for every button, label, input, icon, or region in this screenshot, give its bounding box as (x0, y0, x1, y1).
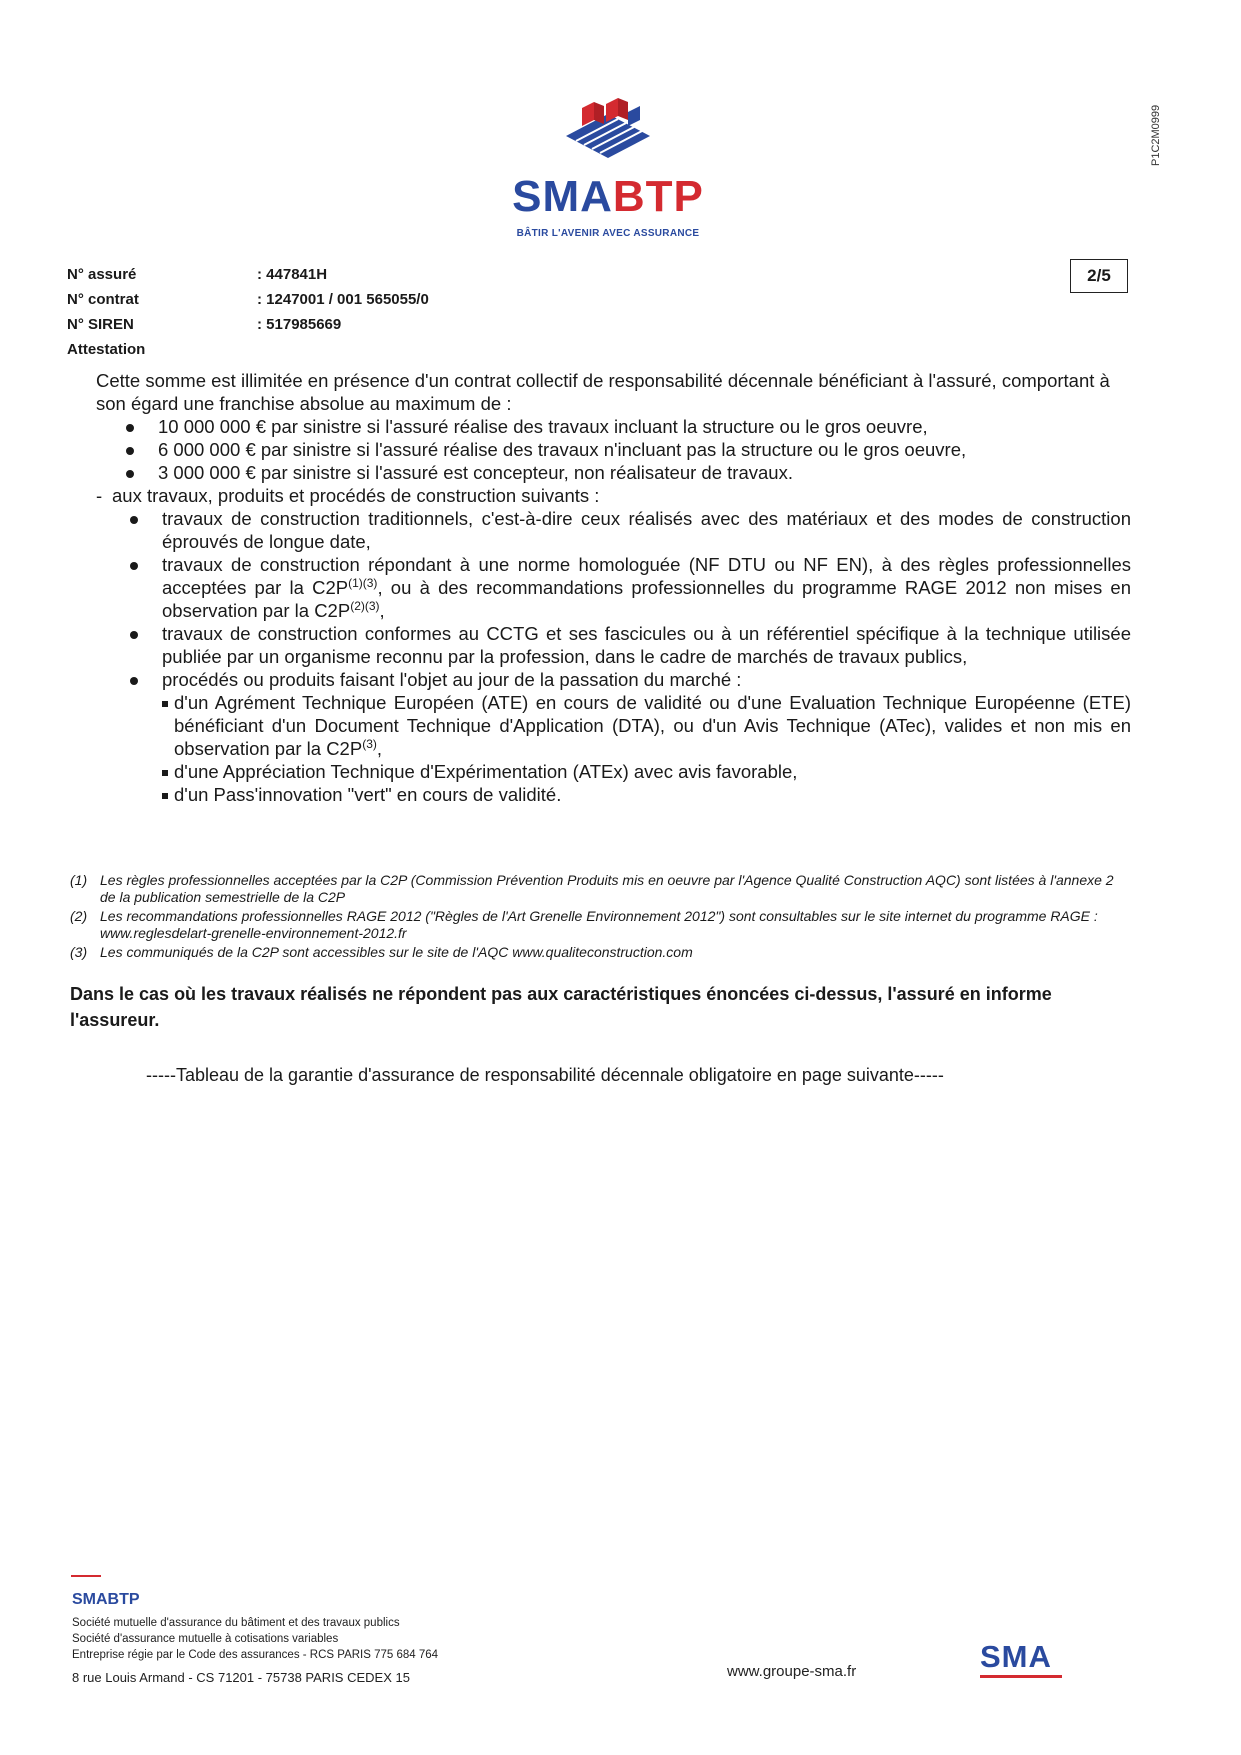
meta-row-contract (67, 291, 557, 316)
procedures-subitem-ate-end: , (376, 738, 383, 759)
sma-logo-text: SMA (980, 1639, 1052, 1674)
footer-line: Entreprise régie par le Code des assurances - RCS PARIS 775 684 764 (72, 1649, 439, 1661)
works-list (96, 507, 1131, 806)
meta-row-attestation (67, 341, 557, 366)
footnote-number: (1) (70, 872, 88, 888)
footnote-text: Les communiqués de la C2P sont accessibles sur le site de l'AQC www.qualiteconstruction.com (100, 944, 693, 960)
works-intro-line (96, 484, 1131, 507)
works-item-cctg: travaux de construction conformes au CCTG et ses fascicules ou à un référentiel spécifique à la technique utilisée publiée par un organisme reconnu par la profession, dans le cadre de marchés de travaux publics, (96, 622, 1131, 668)
meta-value: : 517985669 (257, 316, 342, 333)
footnote-number: (2) (70, 908, 88, 924)
footnote-text: Les recommandations professionnelles RAGE 2012 ("Règles de l'Art Grenelle Environnement 2012") sont consultables sur le site internet du programme RAGE : www.reglesdelart-grenelle-environnement-2012.fr (100, 908, 1098, 941)
footnote (70, 872, 1132, 906)
meta-label: N° SIREN (67, 316, 134, 333)
footer-website: www.groupe-sma.fr (727, 1663, 857, 1680)
footnotes (70, 872, 1132, 963)
works-item-norms-text-b: , ou à des recommandations professionnelles du programme RAGE 2012 non mises en observation par la C2P (162, 577, 1131, 621)
procedures-subitem-ate (162, 691, 1131, 760)
footer-accent-bar (71, 1575, 101, 1577)
attestation-body (96, 369, 1131, 806)
page-indicator: 2/5 (1070, 259, 1128, 293)
procedures-sublist (162, 691, 1131, 806)
meta-row-siren (67, 316, 557, 341)
franchise-item: 3 000 000 € par sinistre si l'assuré est concepteur, non réalisateur de travaux. (96, 461, 1131, 484)
footnote-ref: (1)(3) (348, 576, 378, 590)
next-page-note: -----Tableau de la garantie d'assurance de responsabilité décennale obligatoire en page suivante----- (146, 1065, 944, 1085)
footer-line: Société d'assurance mutuelle à cotisations variables (72, 1633, 339, 1645)
meta-value: : 447841H (257, 266, 328, 283)
logo-wordmark-sma: SMA (512, 172, 613, 221)
logo-wordmark-btp: BTP (612, 172, 704, 221)
works-item-procedures (96, 668, 1131, 806)
sma-logo (980, 1640, 1066, 1678)
franchise-item: 10 000 000 € par sinistre si l'assuré réalise des travaux incluant la structure ou le gros oeuvre, (96, 415, 1131, 438)
footnote (70, 944, 1132, 961)
logo-wordmark (478, 172, 738, 222)
procedures-subitem-ate-text: d'un Agrément Technique Européen (ATE) en cours de validité ou d'une Evaluation Technique Européenne (ETE) bénéficiant d'un Document Technique d'Application (DTA), ou d'un Avis Technique (ATec), valides et non mis en observation par la C2P (174, 692, 1131, 759)
meta-label: N° contrat (67, 291, 139, 308)
meta-label: Attestation (67, 341, 146, 358)
franchise-list (96, 415, 1131, 484)
franchise-item: 6 000 000 € par sinistre si l'assuré réalise des travaux n'incluant pas la structure ou le gros oeuvre, (96, 438, 1131, 461)
footnote-number: (3) (70, 944, 88, 960)
footnote (70, 908, 1132, 942)
footer-address: 8 rue Louis Armand - CS 71201 - 75738 PARIS CEDEX 15 (72, 1670, 410, 1685)
franchise-intro: Cette somme est illimitée en présence d'un contrat collectif de responsabilité décennale bénéficiant à l'assuré, comportant à son égard une franchise absolue au maximum de : (96, 370, 1110, 414)
footnote-ref: (2)(3) (350, 599, 380, 613)
works-item-procedures-text: procédés ou produits faisant l'objet au jour de la passation du marché : (162, 669, 742, 690)
building-blocks-icon (548, 96, 668, 166)
footnote-text: Les règles professionnelles acceptées par la C2P (Commission Prévention Produits mis en oeuvre par l'Agence Qualité Construction AQC) sont listées à l'annexe 2 de la publication semestrielle de la C2P (100, 872, 1114, 905)
document-side-code: P1C2M0999 (1150, 104, 1162, 166)
insured-info-block (67, 266, 557, 366)
works-item-norms-text-c: , (379, 600, 385, 621)
smabtp-logo (478, 96, 738, 246)
works-item-norms (96, 553, 1131, 622)
meta-row-insured (67, 266, 557, 291)
procedures-subitem-atex: d'une Appréciation Technique d'Expérimentation (ATEx) avec avis favorable, (162, 760, 1131, 783)
sma-logo-underline (980, 1675, 1062, 1678)
procedures-subitem-passinnovation: d'un Pass'innovation "vert" en cours de validité. (162, 783, 1131, 806)
works-intro: aux travaux, produits et procédés de construction suivants : (112, 485, 600, 506)
meta-label: N° assuré (67, 266, 137, 283)
works-item-traditional: travaux de construction traditionnels, c'est-à-dire ceux réalisés avec des matériaux et des modes de construction éprouvés de longue date, (96, 507, 1131, 553)
meta-value (257, 341, 557, 366)
compliance-warning: Dans le cas où les travaux réalisés ne répondent pas aux caractéristiques énoncées ci-dessus, l'assuré en informe l'assureur. (70, 984, 1052, 1030)
footer-legal-lines (72, 1615, 438, 1663)
footer-brand: SMABTP (72, 1591, 140, 1608)
dash-marker: - (96, 485, 103, 506)
meta-value: : 1247001 / 001 565055/0 (257, 291, 429, 308)
logo-tagline: BÂTIR L'AVENIR AVEC ASSURANCE (516, 228, 700, 239)
footnote-ref: (3) (362, 737, 377, 751)
footer-line: Société mutuelle d'assurance du bâtiment et des travaux publics (72, 1617, 400, 1629)
works-item-norms-text-a: travaux de construction répondant à une norme homologuée (NF DTU ou NF EN), à des règles professionnelles acceptées par la C2P (162, 554, 1131, 598)
